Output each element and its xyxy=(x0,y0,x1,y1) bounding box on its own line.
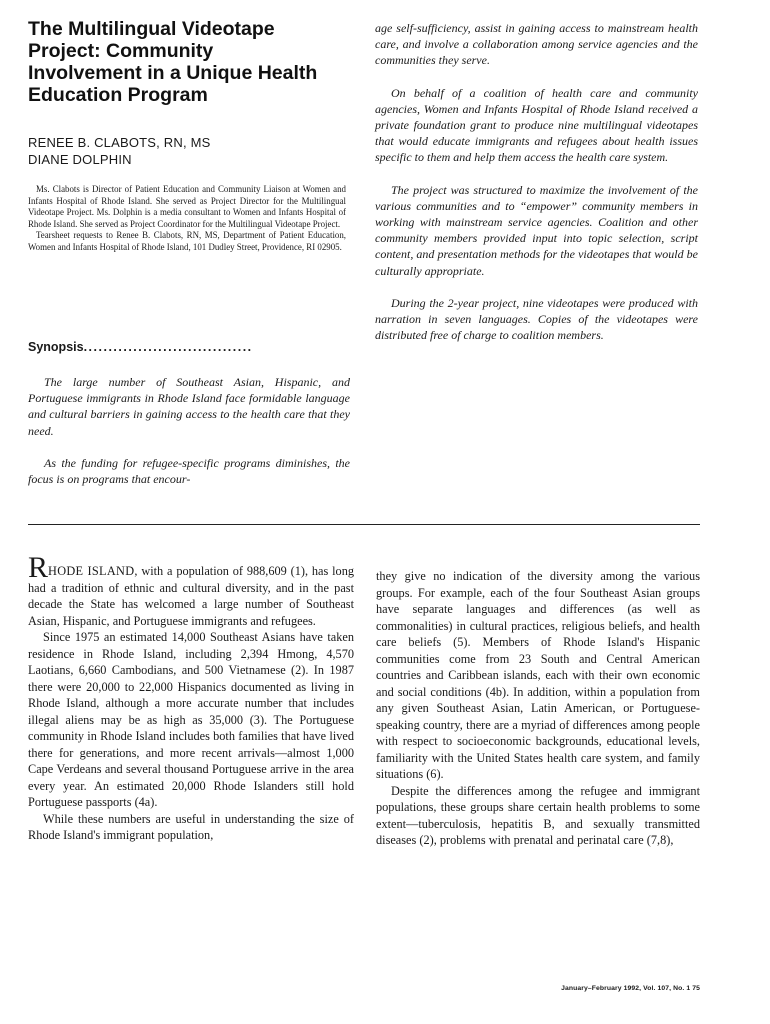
synopsis-paragraph: age self-sufficiency, assist in gaining access to mainstream health care, and involve a collaboration among service agencies and the communities they serve. xyxy=(375,21,698,68)
body-left-column xyxy=(28,551,354,844)
synopsis-heading xyxy=(28,340,346,354)
body-paragraph: Despite the differences among the refugee and immigrant populations, these groups share certain health problems to some extent—tuberculosis, hepatitis B, and sexually transmitted diseases (2), problems with prenatal and perinatal care (7,8), xyxy=(376,783,700,847)
synopsis-paragraph: During the 2-year project, nine videotapes were produced with narration in seven languages. Copies of the videotapes were distributed free of charge to coalition members. xyxy=(375,295,698,343)
article-title: The Multilingual Videotape Project: Community Involvement in a Unique Health Education Program xyxy=(28,18,318,106)
synopsis-paragraph: As the funding for refugee-specific programs diminishes, the focus is on programs that encour- xyxy=(28,455,350,487)
page-footer: January–February 1992, Vol. 107, No. 1 75 xyxy=(561,985,700,992)
synopsis-paragraph: The project was structured to maximize the involvement of the various communities and to “empower” community members in working with mainstream service agencies. Coalition and other community members provided input into topic selection, script content, and presentation methods for the videotapes that would be culturally appropriate. xyxy=(375,182,698,278)
author-bio xyxy=(28,184,346,254)
body-paragraph: they give no indication of the diversity among the various groups. For example, each of the four Southeast Asian groups have separate languages and differences (as well as commonalities) in cultural practices, religious beliefs, and health care beliefs (5). Members of Rhode Island's Hispanic communities come from 23 South and Central American countries and Caribbean islands, each with their own economic and social conditions (4b). In addition, within a population from any given Southeast Asian, Latin American, or Portuguese-speaking country, there are a myriad of differences among people with respect to socioeconomic backgrounds, educational levels, familiarity with the United States health care system, and family situations (6). xyxy=(376,569,700,781)
bio-paragraph: Tearsheet requests to Renee B. Clabots, RN, MS, Department of Patient Education, Women and Infants Hospital of Rhode Island, 101 Dudley Street, Providence, RI 02905. xyxy=(28,230,346,252)
author-name: DIANE DOLPHIN xyxy=(28,152,132,167)
bio-paragraph: Ms. Clabots is Director of Patient Education and Community Liaison at Women and Infants Hospital of Rhode Island. She served as Project Director for the Multilingual Videotape Project. Ms. Dolphin is a media consultant to Women and Infants Hospital of Rhode Island. She served as Project Coordinator for the Multilingual Videotape Project. xyxy=(28,184,346,229)
lead-in-smallcaps: HODE ISLAND xyxy=(48,564,135,578)
drop-cap: R xyxy=(28,551,49,584)
synopsis-leader-dots: .................................. xyxy=(83,340,253,354)
synopsis-left-column xyxy=(28,374,350,503)
synopsis-paragraph: The large number of Southeast Asian, Hispanic, and Portuguese immigrants in Rhode Island face formidable language and cultural barriers in gaining access to the health care that they need. xyxy=(28,375,350,438)
author-name: RENEE B. CLABOTS, RN, MS xyxy=(28,135,211,150)
synopsis-heading-label: Synopsis xyxy=(28,340,84,354)
body-paragraph: While these numbers are useful in understanding the size of Rhode Island's immigrant population, xyxy=(28,811,354,842)
section-divider xyxy=(28,524,700,525)
body-paragraph xyxy=(28,551,354,629)
body-paragraph-text: , with a population of 988,609 (1), has long had a tradition of ethnic and cultural diversity, and in the past decade the State has welcomed a large number of Southeast Asian, Hispanic, and Portuguese immigrants and refugees. xyxy=(28,564,354,628)
synopsis-right-column xyxy=(375,20,698,359)
body-paragraph: Since 1975 an estimated 14,000 Southeast Asians have taken residence in Rhode Island, including 2,394 Hmong, 4,570 Laotians, 6,660 Cambodians, and 500 Vietnamese (2). In 1987 there were 20,000 to 22,000 Hispanics documented as living in Rhode Island, although a more accurate number that includes illegal aliens may be as high as 35,000 (3). The Portuguese community in Rhode Island includes both families that have lived there for generations, and more recent arrivals—almost 1,000 Cape Verdeans and several thousand Portuguese arrive in the area every year. An estimated 20,000 Rhode Islanders still hold Portuguese passports (4a). xyxy=(28,630,354,809)
author-list xyxy=(28,134,328,168)
body-right-column xyxy=(376,568,700,849)
synopsis-paragraph: On behalf of a coalition of health care and community agencies, Women and Infants Hospital of Rhode Island received a private foundation grant to produce nine multilingual videotapes that would educate immigrants and refugees about health issues specific to them and help them access the health care system. xyxy=(375,85,698,165)
